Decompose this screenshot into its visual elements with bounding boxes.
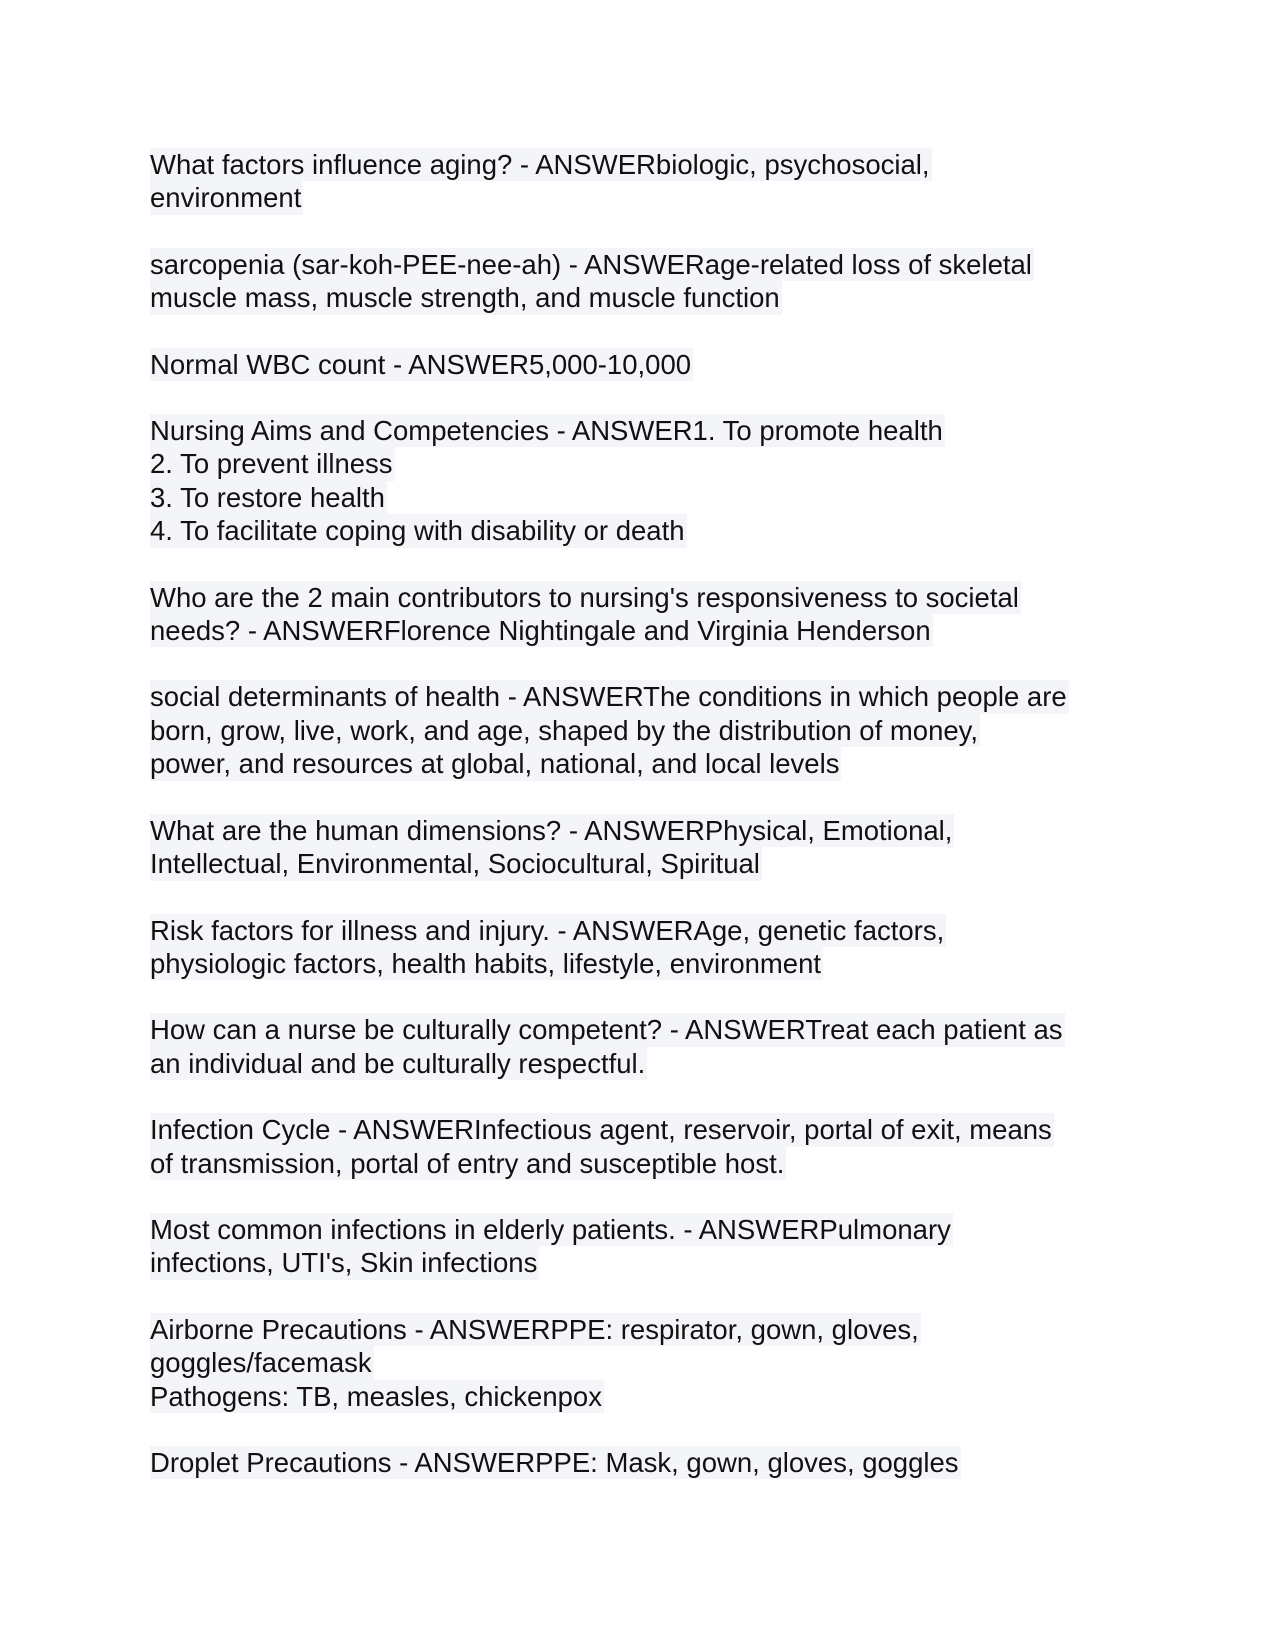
entry-line: Risk factors for illness and injury. - ANSWERAge, genetic factors, [150,914,945,946]
entry-line: environment [150,182,302,214]
entry-line: Nursing Aims and Competencies - ANSWER1. To promote health [150,415,943,447]
qa-entry-airborne-precautions [150,1313,1140,1413]
entry-line: physiologic factors, health habits, lifestyle, environment [150,947,822,979]
entry-line: Pathogens: TB, measles, chickenpox [150,1380,602,1412]
qa-entry-risk-factors [150,914,1140,981]
document-page [150,148,1140,1512]
entry-line: infections, UTI's, Skin infections [150,1247,538,1279]
entry-line: 2. To prevent illness [150,448,393,480]
qa-entry-sarcopenia [150,248,1140,315]
qa-entry-droplet-precautions [150,1446,1140,1479]
entry-line: of transmission, portal of entry and susceptible host. [150,1147,785,1179]
entry-line: What factors influence aging? - ANSWERbiologic, psychosocial, [150,149,930,180]
entry-line: What are the human dimensions? - ANSWERPhysical, Emotional, [150,814,953,846]
qa-entry-social-determinants [150,680,1140,780]
qa-entry-infection-cycle [150,1113,1140,1180]
entry-line: an individual and be culturally respectful. [150,1047,646,1079]
qa-entry-cultural-competence [150,1013,1140,1080]
entry-line: How can a nurse be culturally competent? - ANSWERTreat each patient as [150,1014,1063,1046]
qa-entry-main-contributors [150,581,1140,648]
entry-line: muscle mass, muscle strength, and muscle function [150,282,780,314]
entry-line: Intellectual, Environmental, Sociocultural, Spiritual [150,848,760,880]
qa-entry-wbc-count [150,348,1140,381]
entry-line: Infection Cycle - ANSWERInfectious agent, reservoir, portal of exit, means [150,1114,1052,1146]
entry-line: sarcopenia (sar-koh-PEE-nee-ah) - ANSWERage-related loss of skeletal [150,248,1032,280]
entry-line: needs? - ANSWERFlorence Nightingale and Virginia Henderson [150,615,931,647]
entry-line: social determinants of health - ANSWERThe conditions in which people are [150,681,1067,713]
entry-line: Normal WBC count - ANSWER5,000-10,000 [150,348,692,380]
entry-line: Most common infections in elderly patients. - ANSWERPulmonary [150,1213,951,1245]
entry-line: power, and resources at global, national, and local levels [150,748,840,780]
qa-entry-nursing-aims [150,414,1140,548]
entry-line: Droplet Precautions - ANSWERPPE: Mask, gown, gloves, goggles [150,1446,959,1478]
entry-line: Who are the 2 main contributors to nursing's responsiveness to societal [150,581,1019,613]
qa-entry-elderly-infections [150,1213,1140,1280]
entry-line: 4. To facilitate coping with disability or death [150,515,685,547]
entry-line: born, grow, live, work, and age, shaped by the distribution of money, [150,714,979,746]
qa-entry-human-dimensions [150,814,1140,881]
entry-line: goggles/facemask [150,1347,372,1379]
qa-entry-aging-factors [150,148,1140,215]
entry-line: Airborne Precautions - ANSWERPPE: respirator, gown, gloves, [150,1313,919,1345]
entry-line: 3. To restore health [150,481,385,513]
